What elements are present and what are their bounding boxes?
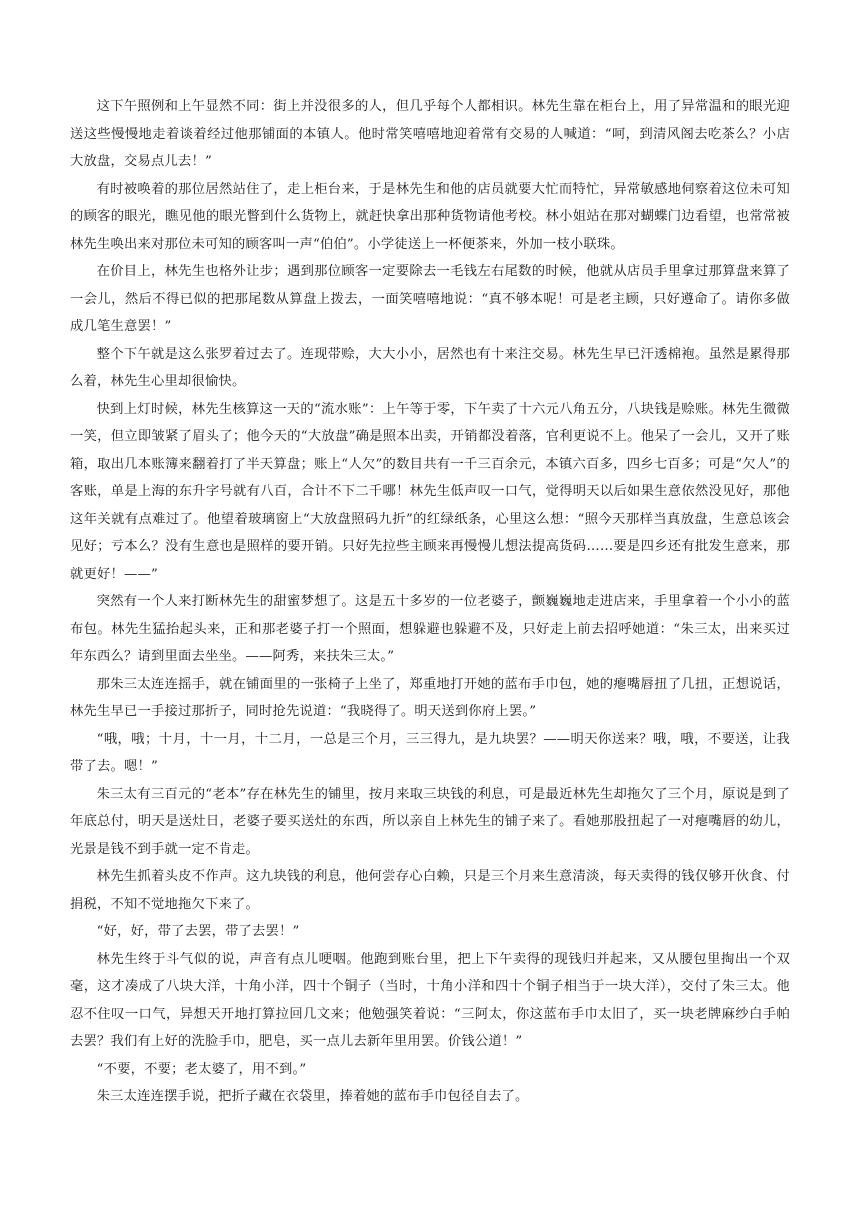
paragraph: 在价目上，林先生也格外让步；遇到那位顾客一定要除去一毛钱左右尾数的时候，他就从店员手里拿过那算盘来算了一会儿，然后不得已似的把那尾数从算盘上拨去，一面笑嘻嘻地说：“真不够本呢！可是老主顾，只好遵命了。请你多做成几笔生意罢！”	[70, 264, 790, 334]
paragraph: 快到上灯时候，林先生核算这一天的“流水账”：上午等于零，下午卖了十六元八角五分，八块钱是赊账。林先生微微一笑，但立即皱紧了眉头了；他今天的“大放盘”确是照本出卖，开销都没着落，官利更说不上。他呆了一会儿，又开了账箱，取出几本账簿来翻着打了半天算盘；账上“人欠”的数目共有一千三百余元，本镇六百多，四乡七百多；可是“欠人”的客账，单是上海的东升字号就有八百，合计不下二千哪！林先生低声叹一口气，觉得明天以后如果生意依然没见好，那他这年关就有点难过了。他望着玻璃窗上“大放盘照码九折”的红绿纸条，心里这么想：“照今天那样当真放盘，生意总该会见好；亏本么？没有生意也是照样的要开销。只好先拉些主顾来再慢慢儿想法提高货码……要是四乡还有批发生意来，那就更好！——”	[70, 401, 790, 582]
paragraph: 朱三太有三百元的“老本”存在林先生的铺里，按月来取三块钱的利息，可是最近林先生却拖欠了三个月，原说是到了年底总付，明天是送灶日，老婆子要买送灶的东西，所以亲自上林先生的铺子来了。看她那股扭起了一对瘪嘴唇的幼儿，光景是钱不到手就一定不肯走。	[70, 786, 790, 857]
paragraph: 突然有一个人来打断林先生的甜蜜梦想了。这是五十多岁的一位老婆子，颤巍巍地走进店来，手里拿着一个小小的蓝布包。林先生猛抬起头来，正和那老婆子打一个照面，想躲避也躲避不及，只好走上前去招呼她道：“朱三太，出来买过年东西么？请到里面去坐坐。——阿秀，来扶朱三太。”	[70, 594, 790, 664]
paragraph: 整个下午就是这么张罗着过去了。连现带赊，大大小小，居然也有十来注交易。林先生早已汗透棉袍。虽然是累得那么着，林先生心里却很愉快。	[70, 346, 790, 389]
paragraph: 那朱三太连连摇手，就在铺面里的一张椅子上坐了，郑重地打开她的蓝布手巾包，她的瘪嘴唇扭了几扭，正想说话，林先生早已一手接过那折子，同时抢先说道：“我晓得了。明天送到你府上罢。”	[70, 676, 790, 719]
paragraph: 朱三太连连摆手说，把折子藏在衣袋里，捧着她的蓝布手巾包径自去了。	[96, 1089, 529, 1104]
document-body	[70, 93, 790, 1111]
paragraph: 有时被唤着的那位居然站住了，走上柜台来，于是林先生和他的店员就要大忙而特忙，异常敏感地伺察着这位未可知的顾客的眼光，瞧见他的眼光瞥到什么货物上，就赶快拿出那种货物请他考校。林小姐站在那对蝴蝶门边看望，也常常被林先生唤出来对那位未可知的顾客叫一声“伯伯”。小学徒送上一杯便茶来，外加一枝小联珠。	[70, 181, 790, 252]
paragraph: “好，好，带了去罢，带了去罢！”	[96, 924, 300, 939]
paragraph: 林先生终于斗气似的说，声音有点儿哽咽。他跑到账台里，把上下午卖得的现钱归并起来，又从腰包里掏出一个双毫，这才凑成了八块大洋，十角小洋，四十个铜子（当时，十角小洋和四十个铜子相当于一块大洋），交付了朱三太。他忍不住叹一口气，异想天开地打算拉回几文来；他勉强笑着说：“三阿太，你这蓝布手巾太旧了，买一块老牌麻纱白手帕去罢？我们有上好的洗脸手巾，肥皂，买一点儿去新年里用罢。价钱公道！”	[70, 951, 790, 1049]
paragraph: “不要，不要；老太婆了，用不到。”	[96, 1061, 307, 1077]
paragraph: “哦，哦；十月，十一月，十二月，一总是三个月，三三得九，是九块罢？——明天你送来？哦，哦，不要送，让我带了去。嗯！”	[70, 731, 790, 774]
paragraph: 林先生抓着头皮不作声。这九块钱的利息，他何尝存心白赖，只是三个月来生意清淡，每天卖得的钱仅够开伙食、付捐税，不知不觉地拖欠下来了。	[70, 869, 790, 912]
paragraph: 这下午照例和上午显然不同：街上并没很多的人，但几乎每个人都相识。林先生靠在柜台上，用了异常温和的眼光迎送这些慢慢地走着谈着经过他那铺面的本镇人。他时常笑嘻嘻地迎着常有交易的人喊道：“呵，到清风阁去吃茶么？小店大放盘，交易点儿去！”	[70, 99, 790, 169]
